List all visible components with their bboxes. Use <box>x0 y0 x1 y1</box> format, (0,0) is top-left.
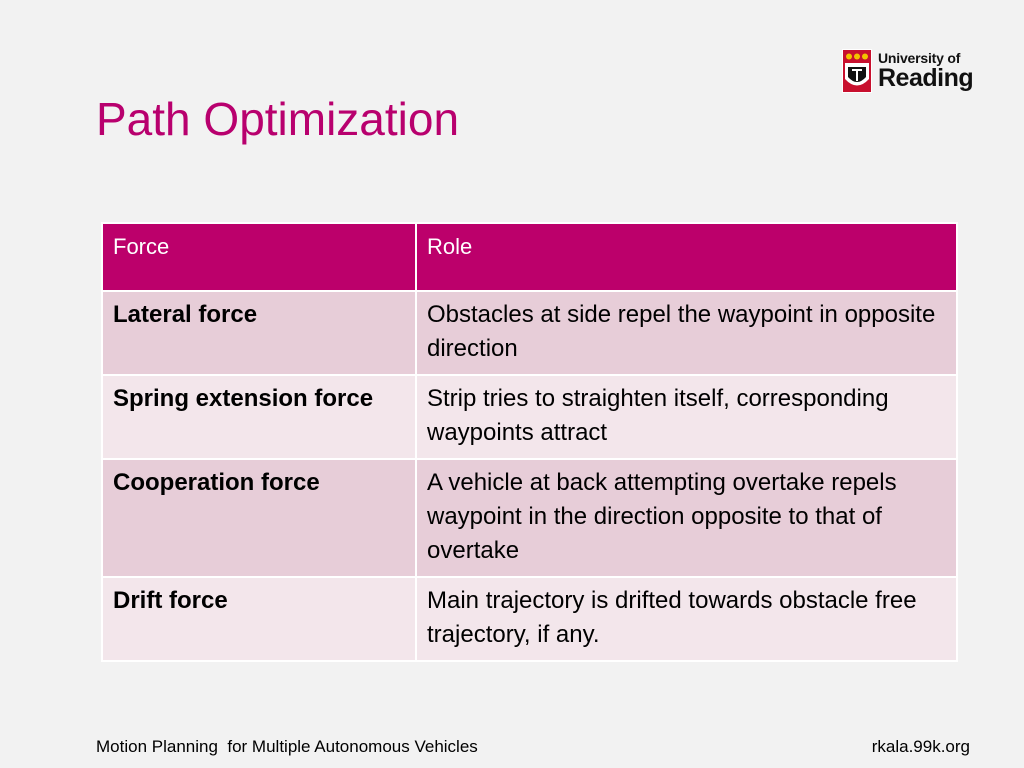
column-header-force: Force <box>102 223 416 291</box>
logo-wordmark <box>878 51 973 91</box>
footer-presentation-title: Motion Planning for Multiple Autonomous Vehicles <box>96 737 478 756</box>
force-cell: Drift force <box>102 577 416 661</box>
role-cell: A vehicle at back attempting overtake repels waypoint in the direction opposite to that of overtake <box>416 459 957 577</box>
university-logo <box>842 48 978 94</box>
role-cell: Obstacles at side repel the waypoint in opposite direction <box>416 291 957 375</box>
table-row <box>102 375 957 459</box>
table-row <box>102 291 957 375</box>
logo-line-1: University of <box>878 50 961 66</box>
force-cell: Spring extension force <box>102 375 416 459</box>
forces-table <box>101 222 958 662</box>
column-header-role: Role <box>416 223 957 291</box>
slide-title: Path Optimization <box>96 93 460 145</box>
forces-table-container <box>101 222 956 662</box>
role-cell: Main trajectory is drifted towards obstacle free trajectory, if any. <box>416 577 957 661</box>
footer-website: rkala.99k.org <box>871 737 970 756</box>
role-cell: Strip tries to straighten itself, corresponding waypoints attract <box>416 375 957 459</box>
university-shield-icon <box>842 49 872 93</box>
table-header-row <box>102 223 957 291</box>
force-cell: Lateral force <box>102 291 416 375</box>
logo-line-2: Reading <box>878 64 974 92</box>
table-row <box>102 577 957 661</box>
force-cell: Cooperation force <box>102 459 416 577</box>
table-row <box>102 459 957 577</box>
